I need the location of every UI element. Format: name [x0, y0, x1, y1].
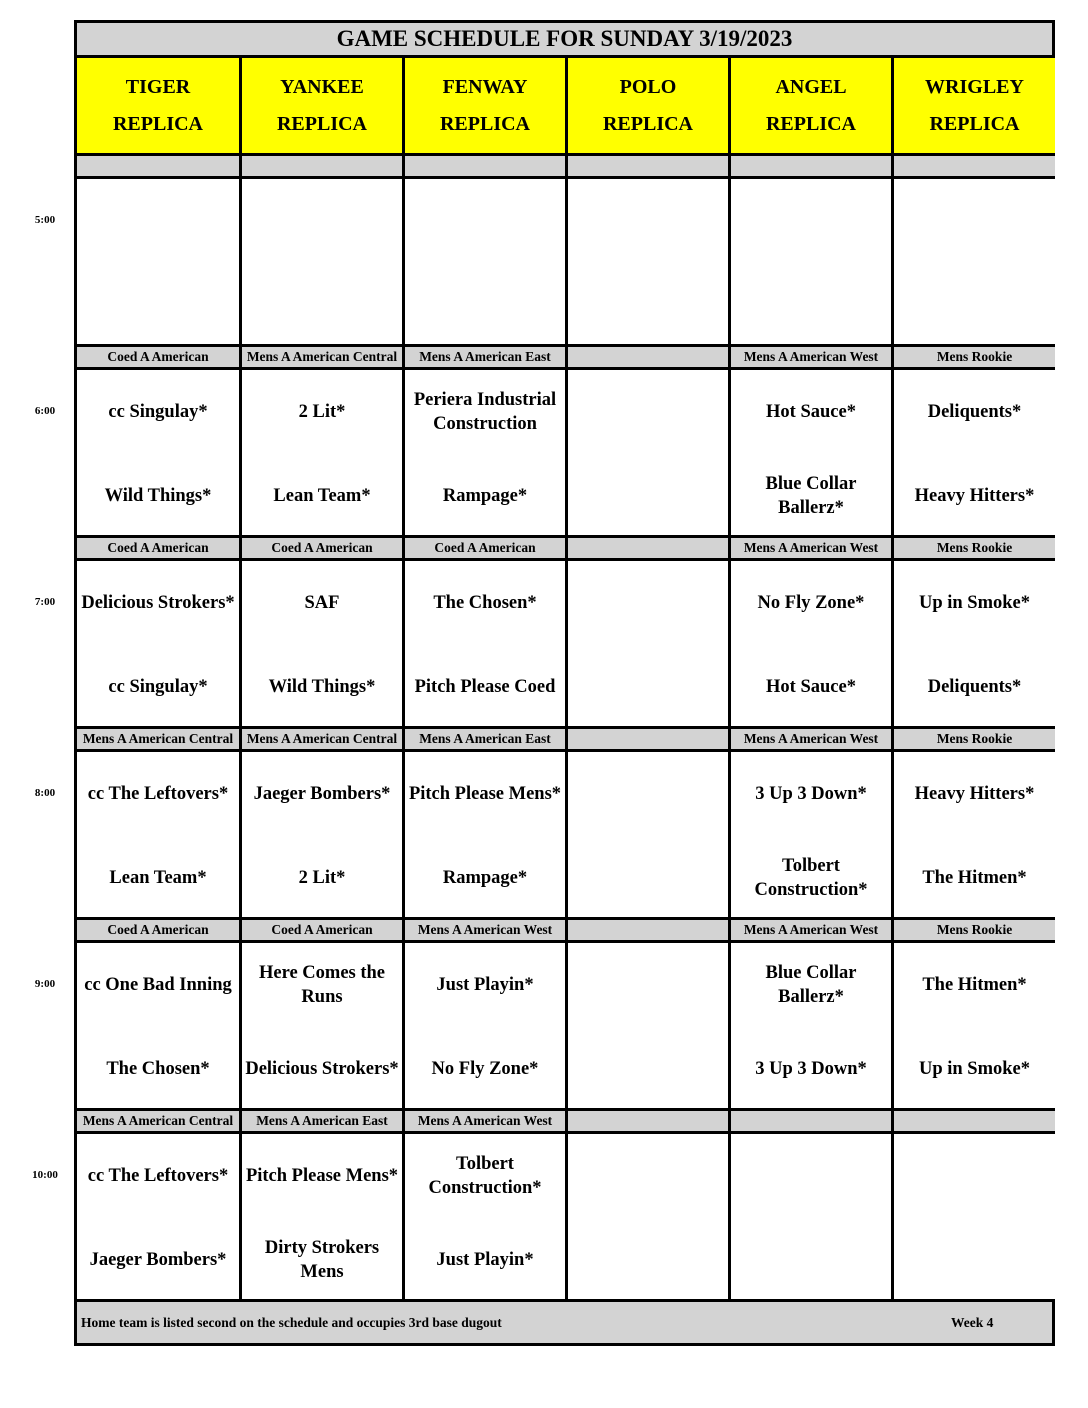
division-label	[568, 347, 728, 367]
field-name: POLO	[619, 76, 677, 98]
game-cell	[77, 943, 239, 1108]
division-label: Coed A American	[242, 538, 402, 558]
division-label: Mens A American Central	[242, 347, 402, 367]
field-type: REPLICA	[929, 113, 1020, 135]
time-label: 9:00	[34, 978, 56, 990]
division-label: Coed A American	[77, 538, 239, 558]
game-cell	[568, 179, 728, 344]
game-cell	[77, 1134, 239, 1299]
game-cell	[894, 179, 1055, 344]
division-label: Mens A American Central	[242, 729, 402, 749]
game-cell	[568, 943, 728, 1108]
home-team	[894, 275, 1055, 335]
away-team: The Hitmen*	[922, 975, 1027, 995]
home-team: No Fly Zone*	[431, 1059, 539, 1079]
away-team: Hot Sauce*	[766, 402, 856, 422]
home-team: Tolbert Construction*	[754, 856, 868, 900]
division-label: Mens A American West	[731, 538, 891, 558]
division-label: Mens A American West	[731, 920, 891, 940]
home-team: Pitch Please Coed	[414, 677, 556, 697]
home-team: Rampage*	[442, 486, 528, 506]
game-cell	[77, 179, 239, 344]
game-cell	[894, 943, 1055, 1108]
footer-note: Home team is listed second on the schedule and occupies 3rd base dugout	[81, 1314, 502, 1330]
division-label	[731, 156, 891, 176]
field-name: YANKEE	[280, 76, 364, 98]
division-label	[568, 920, 728, 940]
division-label: Mens A American West	[731, 347, 891, 367]
game-cell	[894, 370, 1055, 535]
game-cell	[405, 943, 565, 1108]
division-label	[568, 1111, 728, 1131]
away-team	[242, 191, 402, 251]
home-team: The Chosen*	[106, 1059, 210, 1079]
division-label: Mens A American Central	[77, 1111, 239, 1131]
game-cell	[731, 752, 891, 917]
division-label: Mens Rookie	[894, 538, 1055, 558]
division-label: Mens A American West	[405, 920, 565, 940]
game-cell	[731, 370, 891, 535]
away-team: Delicious Strokers*	[81, 593, 235, 613]
game-cell	[731, 561, 891, 726]
field-name: ANGEL	[775, 76, 847, 98]
game-cell	[731, 1134, 891, 1299]
division-label	[77, 156, 239, 176]
game-cell	[894, 561, 1055, 726]
division-label: Mens Rookie	[894, 920, 1055, 940]
time-label: 6:00	[34, 405, 56, 417]
field-type: REPLICA	[439, 113, 530, 135]
field-header-fenway	[405, 58, 565, 153]
game-cell	[77, 370, 239, 535]
home-team: Hot Sauce*	[766, 677, 856, 697]
away-team	[568, 191, 728, 251]
field-header-angel	[731, 58, 891, 153]
away-team: 2 Lit*	[298, 402, 346, 422]
game-cell	[731, 943, 891, 1108]
home-team: Wild Things*	[268, 677, 376, 697]
division-label: Mens A American East	[242, 1111, 402, 1131]
division-label	[894, 1111, 1055, 1131]
game-cell	[894, 1134, 1055, 1299]
home-team	[568, 848, 728, 908]
game-cell	[568, 1134, 728, 1299]
home-team	[894, 1230, 1055, 1290]
division-label: Coed A American	[242, 920, 402, 940]
home-team	[568, 1039, 728, 1099]
field-header-wrigley	[894, 58, 1055, 153]
home-team: Up in Smoke*	[918, 1059, 1031, 1079]
division-label	[242, 156, 402, 176]
away-team: Tolbert Construction*	[428, 1154, 542, 1198]
division-label: Coed A American	[77, 347, 239, 367]
field-type: REPLICA	[112, 113, 203, 135]
home-team: Lean Team*	[109, 868, 207, 888]
away-team	[568, 573, 728, 633]
away-team: The Chosen*	[433, 593, 537, 613]
away-team	[894, 1146, 1055, 1206]
away-team	[568, 1146, 728, 1206]
away-team	[568, 955, 728, 1015]
field-name: TIGER	[125, 76, 191, 98]
game-cell	[405, 179, 565, 344]
game-cell	[242, 561, 402, 726]
away-team: cc One Bad Inning	[84, 975, 232, 995]
home-team	[731, 275, 891, 335]
field-name: FENWAY	[442, 76, 528, 98]
home-team: Just Playin*	[436, 1250, 534, 1270]
home-team	[568, 657, 728, 717]
game-cell	[242, 179, 402, 344]
home-team	[77, 275, 239, 335]
division-label	[568, 156, 728, 176]
time-label: 10:00	[32, 1169, 58, 1181]
away-team: Pitch Please Mens*	[245, 1166, 399, 1186]
game-cell	[77, 752, 239, 917]
away-team: cc The Leftovers*	[87, 1166, 229, 1186]
field-name: WRIGLEY	[925, 76, 1024, 98]
division-label	[568, 729, 728, 749]
field-header-tiger	[77, 58, 239, 153]
home-team: cc Singulay*	[108, 677, 208, 697]
game-cell	[568, 370, 728, 535]
game-cell	[731, 179, 891, 344]
division-label	[894, 156, 1055, 176]
home-team: Blue Collar Ballerz*	[765, 474, 857, 518]
home-team	[568, 1230, 728, 1290]
home-team	[568, 466, 728, 526]
game-cell	[77, 561, 239, 726]
away-team	[568, 382, 728, 442]
home-team	[731, 1230, 891, 1290]
home-team: Delicious Strokers*	[245, 1059, 399, 1079]
home-team: Wild Things*	[104, 486, 212, 506]
home-team: 3 Up 3 Down*	[755, 1059, 867, 1079]
field-header-yankee	[242, 58, 402, 153]
away-team: SAF	[304, 593, 340, 613]
home-team: Deliquents*	[927, 677, 1022, 697]
game-cell	[242, 370, 402, 535]
page-title: GAME SCHEDULE FOR SUNDAY 3/19/2023	[77, 23, 1052, 55]
division-label: Coed A American	[77, 920, 239, 940]
home-team: The Hitmen*	[922, 868, 1027, 888]
away-team: Blue Collar Ballerz*	[765, 963, 857, 1007]
away-team: No Fly Zone*	[757, 593, 865, 613]
division-label	[405, 156, 565, 176]
game-cell	[405, 1134, 565, 1299]
footer-bar	[77, 1302, 1052, 1343]
home-team	[405, 275, 565, 335]
division-label: Coed A American	[405, 538, 565, 558]
week-label: Week 4	[951, 1314, 994, 1330]
home-team: 2 Lit*	[298, 868, 346, 888]
game-cell	[242, 943, 402, 1108]
schedule-table	[74, 20, 1055, 1346]
division-label: Mens A American East	[405, 347, 565, 367]
away-team	[568, 764, 728, 824]
home-team: Jaeger Bombers*	[89, 1250, 227, 1270]
time-label: 8:00	[34, 787, 56, 799]
division-label: Mens A American East	[405, 729, 565, 749]
away-team: 3 Up 3 Down*	[755, 784, 867, 804]
field-header-polo	[568, 58, 728, 153]
away-team: Periera Industrial Construction	[413, 390, 557, 434]
time-label: 7:00	[34, 596, 56, 608]
away-team: Here Comes the Runs	[258, 963, 386, 1007]
division-label	[568, 538, 728, 558]
game-cell	[242, 752, 402, 917]
home-team: Heavy Hitters*	[914, 486, 1035, 506]
home-team: Dirty Strokers Mens	[264, 1238, 380, 1282]
game-cell	[405, 561, 565, 726]
away-team	[405, 191, 565, 251]
division-label: Mens A American West	[731, 729, 891, 749]
division-label: Mens A American West	[405, 1111, 565, 1131]
home-team: Rampage*	[442, 868, 528, 888]
away-team: cc Singulay*	[108, 402, 208, 422]
game-cell	[568, 752, 728, 917]
division-label: Mens Rookie	[894, 347, 1055, 367]
away-team	[894, 191, 1055, 251]
home-team: Lean Team*	[273, 486, 371, 506]
away-team: Deliquents*	[927, 402, 1022, 422]
division-label: Mens Rookie	[894, 729, 1055, 749]
away-team	[77, 191, 239, 251]
division-label: Mens A American Central	[77, 729, 239, 749]
division-label	[731, 1111, 891, 1131]
game-cell	[405, 752, 565, 917]
away-team: Pitch Please Mens*	[408, 784, 562, 804]
away-team	[731, 191, 891, 251]
game-cell	[894, 752, 1055, 917]
away-team	[731, 1146, 891, 1206]
field-type: REPLICA	[602, 113, 693, 135]
away-team: cc The Leftovers*	[87, 784, 229, 804]
home-team	[568, 275, 728, 335]
field-type: REPLICA	[276, 113, 367, 135]
time-label: 5:00	[34, 214, 56, 226]
game-cell	[405, 370, 565, 535]
away-team: Jaeger Bombers*	[253, 784, 391, 804]
away-team: Just Playin*	[436, 975, 534, 995]
away-team: Up in Smoke*	[918, 593, 1031, 613]
game-cell	[242, 1134, 402, 1299]
game-cell	[568, 561, 728, 726]
home-team	[242, 275, 402, 335]
field-type: REPLICA	[765, 113, 856, 135]
away-team: Heavy Hitters*	[914, 784, 1035, 804]
